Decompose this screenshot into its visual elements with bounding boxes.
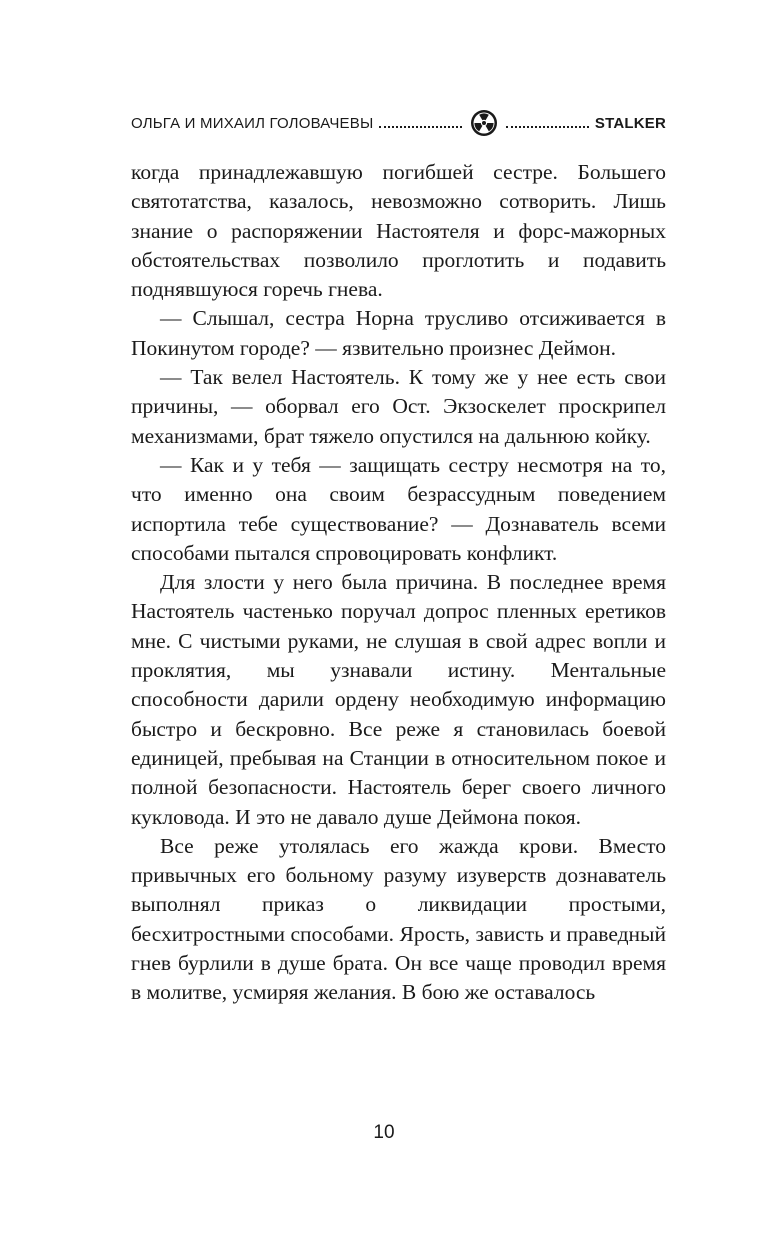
page-number: 10 [373, 1122, 395, 1143]
paragraph: — Слышал, сестра Норна трусливо отсиживается в Покинутом городе? — язвительно произнес Деймон. [131, 306, 666, 360]
paragraph: когда принадлежавшую погибшей сестре. Большего святотатства, казалось, невозможно сотворить. Лишь знание о распоряжении Настоятеля и форс-мажорных обстоятельствах позволило проглотить и подавить поднявшуюся горечь гнева. [131, 160, 666, 302]
paragraph: Для злости у него была причина. В последнее время Настоятель частенько поручал допрос пленных еретиков мне. С чистыми руками, не слушая в свой адрес вопли и проклятия, мы узнавали истину. Ментальные способности дарили ордену необходимую информацию быстро и бескровно. Все реже я становилась боевой единицей, пребывая на Станции в относительном покое и полной безопасности. Настоятель берег своего личного кукловода. И это не давало душе Деймона покоя. [131, 570, 666, 829]
radiation-hazard-icon [470, 109, 498, 137]
paragraph: Все реже утолялась его жажда крови. Вместо привычных его больному разуму изуверств дознаватель выполнял приказ о ликвидации простыми, бесхитростными способами. Ярость, зависть и праведный гнев бурлили в душе брата. Он все чаще проводил время в молитве, усмиряя желания. В бою же оставалось [131, 833, 666, 1005]
paragraph: — Так велел Настоятель. К тому же у нее есть свои причины, — оборвал его Ост. Экзоскелет проскрипел механизмами, брат тяжело опустился на дальнюю койку. [131, 365, 666, 448]
header-dotted-leader-right [506, 126, 589, 128]
running-header [131, 108, 666, 138]
body-text [131, 158, 666, 1008]
header-dotted-leader-left [379, 126, 462, 128]
running-head-series: STALKER [594, 114, 667, 132]
paragraph: — Как и у тебя — защищать сестру несмотря на то, что именно она своим безрассудным поведением испортила тебе существование? — Дознаватель всеми способами пытался спровоцировать конфликт. [131, 452, 666, 565]
running-head-author: ОЛЬГА И МИХАИЛ ГОЛОВАЧЕВЫ [131, 114, 374, 132]
